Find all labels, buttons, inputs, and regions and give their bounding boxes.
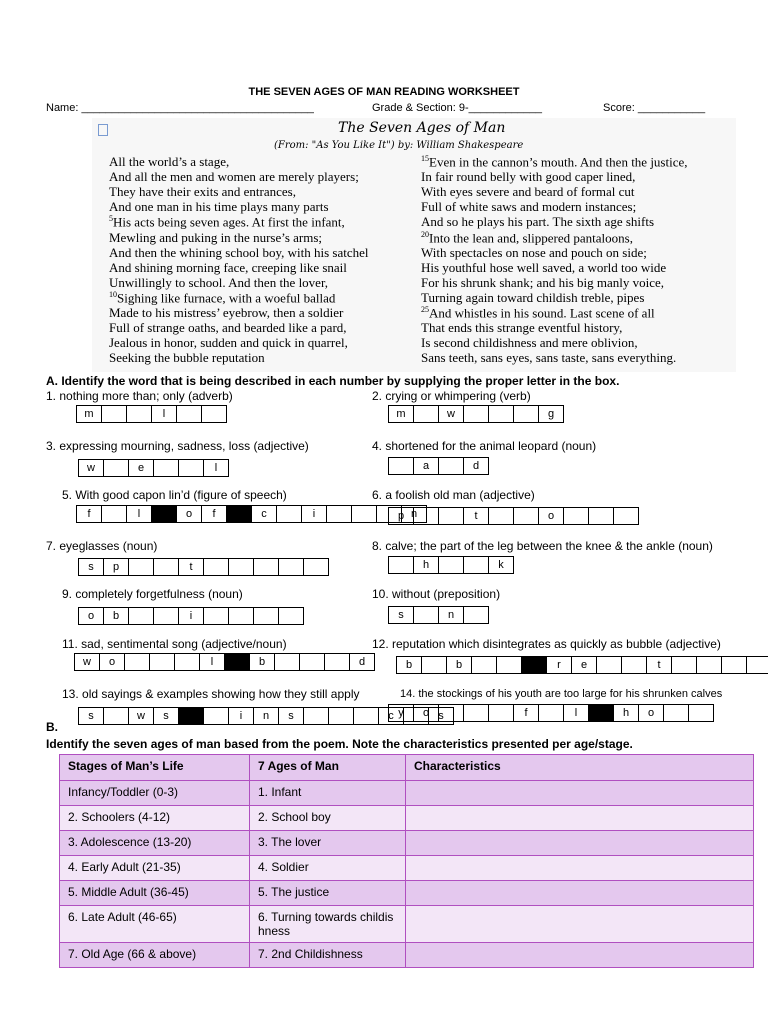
blank-space-box — [178, 707, 204, 725]
letter-box[interactable] — [471, 656, 497, 674]
letter-box[interactable] — [463, 704, 489, 722]
answer-boxes — [388, 606, 489, 623]
characteristics-cell[interactable] — [406, 831, 754, 856]
letter-box[interactable] — [488, 704, 514, 722]
letter-box[interactable]: m — [76, 405, 102, 423]
letter-box[interactable] — [153, 459, 179, 477]
letter-box[interactable] — [201, 405, 227, 423]
poem-line — [421, 350, 676, 366]
question-label: 3. expressing mourning, sadness, loss (adjective) — [46, 439, 309, 453]
letter-box[interactable] — [513, 507, 539, 525]
letter-box[interactable] — [303, 707, 329, 725]
letter-box[interactable]: n — [401, 505, 427, 523]
question-label: 5. With good capon lin’d (figure of speech) — [62, 488, 287, 502]
poem-line-text: And one man in his time plays many parts — [109, 199, 329, 215]
poem-title: The Seven Ages of Man — [338, 120, 506, 136]
question-label: 11. sad, sentimental song (adjective/noun) — [62, 637, 287, 651]
letter-box[interactable]: f — [513, 704, 539, 722]
letter-box[interactable]: l — [151, 405, 177, 423]
letter-box[interactable] — [413, 507, 439, 525]
poem-line-text: Jealous in honor, sudden and quick in quarrel, — [109, 335, 348, 351]
letter-box[interactable] — [253, 607, 279, 625]
name-field[interactable]: Name: ______________________________________ — [46, 102, 314, 114]
line-number: 5 — [109, 214, 113, 224]
blank-space-box — [226, 505, 252, 523]
answer-boxes — [78, 558, 329, 575]
letter-box[interactable] — [303, 558, 329, 576]
poem-line — [109, 335, 348, 351]
answer-boxes — [78, 459, 229, 476]
grade-section-field[interactable]: Grade & Section: 9-____________ — [372, 102, 543, 114]
letter-box[interactable]: y — [388, 704, 414, 722]
question-label: 8. calve; the part of the leg between the knee & the ankle (noun) — [372, 539, 713, 553]
poem-line-text: Mewling and puking in the nurse’s arms; — [109, 229, 323, 245]
blank-space-box — [521, 656, 547, 674]
letter-box[interactable] — [276, 505, 302, 523]
letter-box[interactable] — [463, 556, 489, 574]
letter-box[interactable] — [563, 507, 589, 525]
poem-line-text: Made to his mistress’ eyebrow, then a soldier — [109, 305, 344, 320]
letter-box[interactable] — [326, 505, 352, 523]
letter-box[interactable]: r — [546, 656, 572, 674]
letter-box[interactable]: t — [646, 656, 672, 674]
letter-box[interactable] — [671, 656, 697, 674]
letter-box[interactable] — [278, 607, 304, 625]
answer-boxes — [76, 505, 427, 522]
letter-box[interactable] — [153, 607, 179, 625]
age-cell: 5. The justice — [250, 881, 406, 906]
question-label: 6. a foolish old man (adjective) — [372, 488, 535, 502]
question-label: 7. eyeglasses (noun) — [46, 539, 158, 553]
letter-box[interactable]: p — [388, 507, 414, 525]
stage-cell: 5. Middle Adult (36-45) — [60, 881, 250, 906]
letter-box[interactable] — [149, 653, 175, 671]
letter-box[interactable] — [513, 405, 539, 423]
poem-line — [421, 214, 654, 230]
age-cell: 2. School boy — [250, 806, 406, 831]
letter-box[interactable] — [126, 405, 152, 423]
letter-box[interactable]: o — [538, 507, 564, 525]
stage-cell: 3. Adolescence (13-20) — [60, 831, 250, 856]
poem-line-text: Seeking the bubble reputation — [109, 350, 265, 366]
letter-box[interactable] — [228, 558, 254, 576]
age-cell: 3. The lover — [250, 831, 406, 856]
letter-box[interactable]: d — [463, 457, 489, 475]
letter-box[interactable]: s — [388, 606, 414, 624]
letter-box[interactable] — [463, 405, 489, 423]
letter-box[interactable] — [496, 656, 522, 674]
letter-box[interactable] — [463, 606, 489, 624]
letter-box[interactable] — [128, 607, 154, 625]
letter-box[interactable]: p — [103, 558, 129, 576]
letter-box[interactable]: d — [349, 653, 375, 671]
letter-box[interactable] — [203, 607, 229, 625]
poem-line — [109, 245, 369, 261]
letter-box[interactable]: l — [126, 505, 152, 523]
blank-space-box — [151, 505, 177, 523]
poem-line-text: His youthful hose well saved, a world too wide — [421, 259, 667, 275]
poem-line-text: Into the lean and, slippered pantaloons, — [429, 229, 633, 245]
poem-line — [421, 305, 655, 321]
letter-box[interactable] — [203, 558, 229, 576]
letter-box[interactable] — [178, 459, 204, 477]
poem-subtitle: (From: "As You Like It") by: William Shakespeare — [274, 140, 524, 151]
answer-boxes — [396, 656, 768, 673]
letter-box[interactable] — [438, 507, 464, 525]
table-row — [60, 906, 754, 943]
letter-box[interactable] — [324, 653, 350, 671]
letter-box[interactable]: e — [128, 459, 154, 477]
letter-box[interactable] — [696, 656, 722, 674]
column-header-ages: 7 Ages of Man — [250, 755, 406, 781]
poem-line — [109, 350, 265, 366]
letter-box[interactable] — [596, 656, 622, 674]
letter-box[interactable] — [588, 507, 614, 525]
stage-cell: 6. Late Adult (46-65) — [60, 906, 250, 943]
letter-box[interactable] — [228, 607, 254, 625]
letter-box[interactable]: o — [99, 653, 125, 671]
letter-box[interactable]: s — [78, 558, 104, 576]
letter-box[interactable] — [688, 704, 714, 722]
letter-box[interactable]: b — [396, 656, 422, 674]
table-row — [60, 943, 754, 968]
poem-line-text: That ends this strange eventful history, — [421, 320, 623, 336]
poem-line-text: Unwillingly to school. And then the lover, — [109, 274, 329, 290]
letter-box[interactable] — [438, 556, 464, 574]
letter-box[interactable]: s — [78, 707, 104, 725]
poem-line — [421, 320, 622, 336]
letter-box[interactable]: t — [178, 558, 204, 576]
letter-box[interactable]: b — [446, 656, 472, 674]
letter-box[interactable]: l — [199, 653, 225, 671]
letter-box[interactable] — [538, 704, 564, 722]
letter-box[interactable] — [721, 656, 747, 674]
poem-line-text: And then the whining school boy, with his satchel — [109, 244, 369, 260]
poem-line — [109, 290, 335, 306]
poem-line — [421, 245, 647, 261]
characteristics-cell[interactable] — [406, 781, 754, 806]
document-icon — [98, 124, 108, 136]
characteristics-cell[interactable] — [406, 856, 754, 881]
letter-box[interactable] — [103, 459, 129, 477]
question-label: 9. completely forgetfulness (noun) — [62, 587, 243, 601]
characteristics-cell[interactable] — [406, 806, 754, 831]
poem-line — [109, 214, 345, 230]
line-number: 15 — [421, 154, 429, 163]
worksheet-title: THE SEVEN AGES OF MAN READING WORKSHEET — [248, 86, 520, 98]
letter-box[interactable]: c — [378, 707, 404, 725]
poem-line — [421, 260, 666, 276]
poem-line — [109, 230, 322, 246]
letter-box[interactable] — [388, 556, 414, 574]
answer-boxes — [78, 607, 304, 624]
letter-box[interactable] — [299, 653, 325, 671]
letter-box[interactable]: i — [228, 707, 254, 725]
age-cell: 6. Turning towards childis hness — [250, 906, 406, 943]
stage-cell: 7. Old Age (66 & above) — [60, 943, 250, 968]
letter-box[interactable]: c — [251, 505, 277, 523]
letter-box[interactable] — [613, 507, 639, 525]
poem-line-text: Sans teeth, sans eyes, sans taste, sans everything. — [421, 350, 677, 366]
characteristics-cell[interactable] — [406, 943, 754, 968]
letter-box[interactable]: w — [128, 707, 154, 725]
poem-line — [109, 154, 229, 170]
letter-box[interactable] — [746, 656, 768, 674]
letter-box[interactable]: n — [253, 707, 279, 725]
answer-boxes — [388, 457, 489, 474]
table-header-row — [60, 755, 754, 781]
letter-box[interactable]: m — [388, 405, 414, 423]
letter-box[interactable] — [174, 653, 200, 671]
letter-box[interactable] — [203, 707, 229, 725]
answer-boxes — [74, 653, 375, 670]
letter-box[interactable] — [176, 405, 202, 423]
letter-box[interactable] — [124, 653, 150, 671]
question-label: 13. old sayings & examples showing how they still apply — [62, 687, 360, 701]
poem-line — [109, 169, 359, 185]
letter-box[interactable] — [353, 707, 379, 725]
table-row — [60, 856, 754, 881]
letter-box[interactable]: t — [463, 507, 489, 525]
section-b-label: B. — [46, 720, 58, 734]
letter-box[interactable]: k — [488, 556, 514, 574]
stage-cell: 2. Schoolers (4-12) — [60, 806, 250, 831]
letter-box[interactable]: o — [413, 704, 439, 722]
poem-line — [421, 335, 638, 351]
score-field[interactable]: Score: ___________ — [603, 102, 706, 114]
table-row — [60, 806, 754, 831]
letter-box[interactable]: g — [538, 405, 564, 423]
letter-box[interactable] — [438, 457, 464, 475]
letter-box[interactable]: f — [76, 505, 102, 523]
letter-box[interactable] — [103, 707, 129, 725]
line-number: 25 — [421, 305, 429, 314]
poem-line-text: In fair round belly with good caper lined, — [421, 169, 636, 185]
section-a-instruction: A. Identify the word that is being described in each number by supplying the proper letter in the box. — [46, 374, 620, 388]
letter-box[interactable] — [413, 606, 439, 624]
poem-line-text: And shining morning face, creeping like snail — [109, 259, 347, 275]
letter-box[interactable] — [413, 405, 439, 423]
letter-box[interactable]: i — [301, 505, 327, 523]
poem-line-text: Even in the cannon’s mouth. And then the justice, — [429, 154, 688, 170]
letter-box[interactable] — [663, 704, 689, 722]
letter-box[interactable]: b — [249, 653, 275, 671]
letter-box[interactable]: f — [201, 505, 227, 523]
letter-box[interactable]: s — [153, 707, 179, 725]
letter-box[interactable] — [128, 558, 154, 576]
letter-box[interactable]: s — [428, 707, 454, 725]
poem-line-text: They have their exits and entrances, — [109, 184, 296, 200]
letter-box[interactable] — [388, 457, 414, 475]
answer-boxes — [388, 507, 639, 524]
poem-line-text: Full of white saws and modern instances; — [421, 199, 637, 215]
poem-line-text: Full of strange oaths, and bearded like a pard, — [109, 320, 347, 336]
poem-line — [109, 184, 296, 200]
letter-box[interactable] — [328, 707, 354, 725]
poem-line — [421, 184, 635, 200]
poem-line — [421, 199, 636, 215]
letter-box[interactable]: n — [438, 606, 464, 624]
poem-line — [109, 305, 343, 321]
question-label: 14. the stockings of his youth are too large for his shrunken calves — [400, 688, 723, 700]
letter-box[interactable]: l — [563, 704, 589, 722]
letter-box[interactable] — [488, 405, 514, 423]
poem-line-text: His acts being seven ages. At first the infant, — [113, 214, 345, 230]
letter-box[interactable] — [153, 558, 179, 576]
letter-box[interactable]: s — [278, 707, 304, 725]
poem-line-text: Is second childishness and mere oblivion, — [421, 335, 638, 351]
poem-line — [109, 260, 347, 276]
letter-box[interactable]: b — [103, 607, 129, 625]
line-number: 10 — [109, 289, 117, 299]
answer-boxes — [388, 405, 564, 422]
age-cell: 7. 2nd Childishness — [250, 943, 406, 968]
poem-line-text: Sighing like furnace, with a woeful ballad — [117, 290, 336, 306]
answer-boxes — [388, 704, 714, 721]
poem-line-text: With eyes severe and beard of formal cut — [421, 184, 635, 200]
letter-box[interactable] — [278, 558, 304, 576]
letter-box[interactable] — [488, 507, 514, 525]
poem-line-text: And all the men and women are merely players; — [109, 169, 359, 185]
poem-line — [109, 275, 328, 291]
poem-line — [421, 169, 635, 185]
poem-line-text: And so he plays his part. The sixth age shifts — [421, 214, 655, 230]
letter-box[interactable]: o — [176, 505, 202, 523]
question-label: 4. shortened for the animal leopard (noun) — [372, 439, 597, 453]
letter-box[interactable]: w — [74, 653, 100, 671]
answer-boxes — [76, 405, 227, 422]
poem-line-text: For his shrunk shank; and his big manly voice, — [421, 274, 665, 290]
letter-box[interactable]: w — [78, 459, 104, 477]
poem-line-text: With spectacles on nose and pouch on side; — [421, 244, 647, 260]
blank-space-box — [224, 653, 250, 671]
characteristics-cell[interactable] — [406, 906, 754, 943]
letter-box[interactable]: l — [203, 459, 229, 477]
table-row — [60, 881, 754, 906]
letter-box[interactable]: e — [571, 656, 597, 674]
answer-boxes — [388, 556, 514, 573]
letter-box[interactable]: h — [413, 556, 439, 574]
letter-box[interactable] — [253, 558, 279, 576]
letter-box[interactable] — [438, 704, 464, 722]
column-header-characteristics: Characteristics — [406, 755, 754, 781]
characteristics-cell[interactable] — [406, 881, 754, 906]
question-label: 10. without (preposition) — [372, 587, 501, 601]
poem-line — [109, 199, 329, 215]
question-label: 2. crying or whimpering (verb) — [372, 389, 531, 403]
line-number: 20 — [421, 229, 429, 239]
letter-box[interactable]: i — [178, 607, 204, 625]
section-b-instruction: Identify the seven ages of man based from the poem. Note the characteristics presented per age/stage. — [46, 737, 633, 751]
poem-line — [421, 154, 688, 170]
letter-box[interactable]: h — [613, 704, 639, 722]
poem-line-text: All the world’s a stage, — [109, 154, 230, 169]
letter-box[interactable]: o — [78, 607, 104, 625]
blank-space-box — [588, 704, 614, 722]
poem-line — [109, 320, 347, 336]
letter-box[interactable] — [101, 405, 127, 423]
poem-line — [421, 275, 664, 291]
letter-box[interactable]: o — [638, 704, 664, 722]
age-cell: 4. Soldier — [250, 856, 406, 881]
poem-line-text: And whistles in his sound. Last scene of all — [429, 305, 655, 321]
table-row — [60, 831, 754, 856]
letter-box[interactable] — [351, 505, 377, 523]
stage-cell: Infancy/Toddler (0-3) — [60, 781, 250, 806]
stage-cell: 4. Early Adult (21-35) — [60, 856, 250, 881]
column-header-stages: Stages of Man’s Life — [60, 755, 250, 781]
age-cell: 1. Infant — [250, 781, 406, 806]
letter-box[interactable]: a — [413, 457, 439, 475]
table-row — [60, 781, 754, 806]
question-label: 12. reputation which disintegrates as quickly as bubble (adjective) — [372, 637, 721, 651]
letter-box[interactable] — [274, 653, 300, 671]
letter-box[interactable] — [621, 656, 647, 674]
letter-box[interactable] — [101, 505, 127, 523]
poem-line — [421, 230, 633, 246]
poem-line — [421, 290, 644, 306]
question-label: 1. nothing more than; only (adverb) — [46, 389, 233, 403]
seven-ages-table — [59, 754, 754, 968]
poem-line-text: Turning again toward childish treble, pipes — [421, 289, 645, 305]
letter-box[interactable] — [421, 656, 447, 674]
letter-box[interactable]: w — [438, 405, 464, 423]
